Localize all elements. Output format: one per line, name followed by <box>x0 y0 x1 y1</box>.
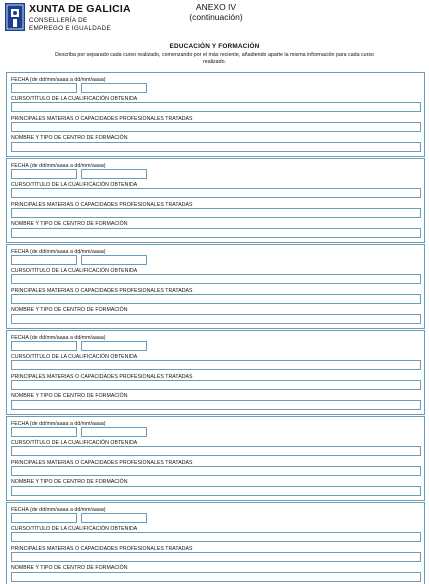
education-entry <box>6 330 425 415</box>
course-field[interactable] <box>11 360 421 370</box>
date-label: FECHA (de dd/mm/aaaa a dd/mm/aaaa) <box>11 163 106 169</box>
center-field[interactable] <box>11 572 421 582</box>
center-field[interactable] <box>11 314 421 324</box>
date-to-field[interactable] <box>81 427 147 437</box>
course-field[interactable] <box>11 102 421 112</box>
date-label: FECHA (de dd/mm/aaaa a dd/mm/aaaa) <box>11 77 106 83</box>
date-from-field[interactable] <box>11 83 77 93</box>
subjects-label: PRINCIPALES MATERIAS O CAPACIDADES PROFESIONALES TRATADAS <box>11 202 193 208</box>
subjects-label: PRINCIPALES MATERIAS O CAPACIDADES PROFESIONALES TRATADAS <box>11 374 193 380</box>
annex-subtitle: (continuación) <box>189 12 243 22</box>
date-label: FECHA (de dd/mm/aaaa a dd/mm/aaaa) <box>11 249 106 255</box>
xunta-logo-icon <box>5 3 25 31</box>
annex-title: ANEXO IV <box>195 2 237 12</box>
course-label: CURSO/TÍTULO DE LA CUALIFICACIÓN OBTENIDA <box>11 182 138 188</box>
subjects-label: PRINCIPALES MATERIAS O CAPACIDADES PROFESIONALES TRATADAS <box>11 546 193 552</box>
education-entries <box>6 72 425 584</box>
education-entry <box>6 158 425 243</box>
date-to-field[interactable] <box>81 513 147 523</box>
education-entry <box>6 502 425 584</box>
education-entry <box>6 416 425 501</box>
center-label: NOMBRE Y TIPO DE CENTRO DE FORMACIÓN <box>11 393 128 399</box>
course-label: CURSO/TÍTULO DE LA CUALIFICACIÓN OBTENIDA <box>11 440 138 446</box>
center-field[interactable] <box>11 142 421 152</box>
center-field[interactable] <box>11 400 421 410</box>
date-to-field[interactable] <box>81 255 147 265</box>
section-description-line-2: realizado. <box>203 58 226 65</box>
subjects-field[interactable] <box>11 380 421 390</box>
subjects-field[interactable] <box>11 294 421 304</box>
center-field[interactable] <box>11 486 421 496</box>
department-line-2: EMPREGO E IGUALDADE <box>29 24 111 32</box>
date-label: FECHA (de dd/mm/aaaa a dd/mm/aaaa) <box>11 507 106 513</box>
department-line-1: CONSELLERÍA DE <box>29 17 88 24</box>
subjects-field[interactable] <box>11 208 421 218</box>
date-to-field[interactable] <box>81 341 147 351</box>
subjects-field[interactable] <box>11 552 421 562</box>
section-description-line-1: Describa por separado cada curso realizado, comenzando por el más reciente, añadiendo aparte la misma información para cada curso <box>55 52 374 58</box>
course-label: CURSO/TÍTULO DE LA CUALIFICACIÓN OBTENIDA <box>11 354 138 360</box>
date-from-field[interactable] <box>11 427 77 437</box>
date-label: FECHA (de dd/mm/aaaa a dd/mm/aaaa) <box>11 335 106 341</box>
course-label: CURSO/TÍTULO DE LA CUALIFICACIÓN OBTENIDA <box>11 268 138 274</box>
subjects-label: PRINCIPALES MATERIAS O CAPACIDADES PROFESIONALES TRATADAS <box>11 116 193 122</box>
section-description <box>20 52 409 65</box>
subjects-label: PRINCIPALES MATERIAS O CAPACIDADES PROFESIONALES TRATADAS <box>11 288 193 294</box>
course-field[interactable] <box>11 446 421 456</box>
subjects-field[interactable] <box>11 122 421 132</box>
page-header <box>0 0 429 40</box>
center-label: NOMBRE Y TIPO DE CENTRO DE FORMACIÓN <box>11 135 128 141</box>
course-field[interactable] <box>11 274 421 284</box>
date-from-field[interactable] <box>11 255 77 265</box>
section-title: EDUCACIÓN Y FORMACIÓN <box>169 43 260 50</box>
center-label: NOMBRE Y TIPO DE CENTRO DE FORMACIÓN <box>11 479 128 485</box>
date-from-field[interactable] <box>11 341 77 351</box>
subjects-field[interactable] <box>11 466 421 476</box>
subjects-label: PRINCIPALES MATERIAS O CAPACIDADES PROFESIONALES TRATADAS <box>11 460 193 466</box>
course-label: CURSO/TÍTULO DE LA CUALIFICACIÓN OBTENIDA <box>11 526 138 532</box>
annex-heading <box>186 2 246 22</box>
course-label: CURSO/TÍTULO DE LA CUALIFICACIÓN OBTENIDA <box>11 96 138 102</box>
center-field[interactable] <box>11 228 421 238</box>
org-name: XUNTA DE GALICIA <box>29 3 131 15</box>
organization-brand <box>29 3 131 32</box>
education-entry <box>6 72 425 157</box>
center-label: NOMBRE Y TIPO DE CENTRO DE FORMACIÓN <box>11 221 128 227</box>
date-label: FECHA (de dd/mm/aaaa a dd/mm/aaaa) <box>11 421 106 427</box>
education-entry <box>6 244 425 329</box>
date-to-field[interactable] <box>81 169 147 179</box>
course-field[interactable] <box>11 532 421 542</box>
center-label: NOMBRE Y TIPO DE CENTRO DE FORMACIÓN <box>11 565 128 571</box>
center-label: NOMBRE Y TIPO DE CENTRO DE FORMACIÓN <box>11 307 128 313</box>
course-field[interactable] <box>11 188 421 198</box>
date-to-field[interactable] <box>81 83 147 93</box>
date-from-field[interactable] <box>11 169 77 179</box>
date-from-field[interactable] <box>11 513 77 523</box>
